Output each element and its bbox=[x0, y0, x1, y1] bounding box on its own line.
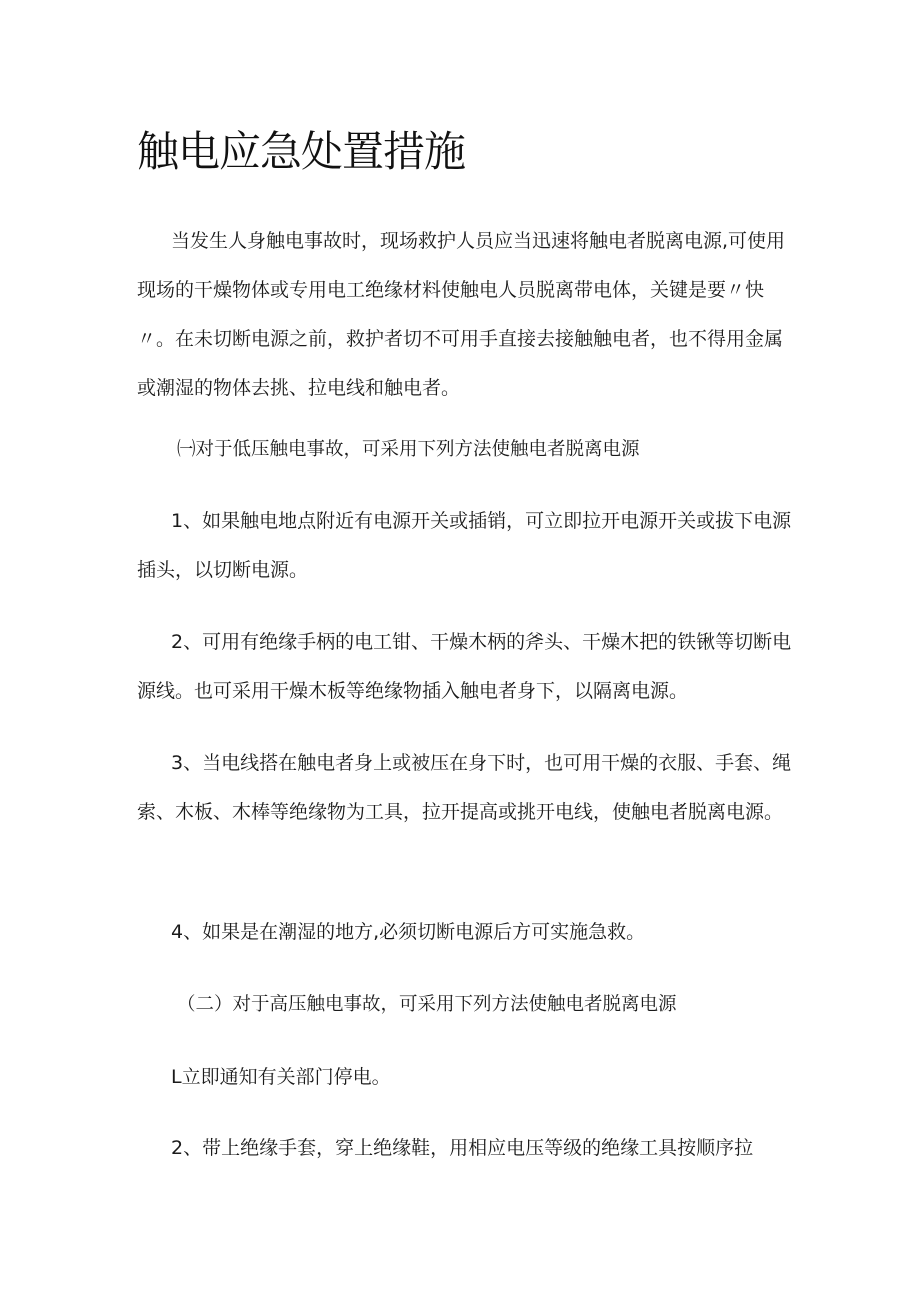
list-item-1: 1、如果触电地点附近有电源开关或插销，可立即拉开电源开关或拔下电源插头，以切断电源。 bbox=[137, 510, 792, 581]
section-heading-low-voltage: ㈠对于低压触电事故，可采用下列方法使触电者脱离电源 bbox=[177, 439, 640, 460]
list-item-3: 3、当电线搭在触电者身上或被压在身下时，也可用干燥的衣服、手套、绳索、木板、木棒等绝缘物为工具，拉开提高或挑开电线，使触电者脱离电源。 bbox=[137, 752, 792, 823]
page-title: 触电应急处置措施 bbox=[137, 127, 466, 176]
list-item-2-high-voltage: 2、带上绝缘手套，穿上绝缘鞋，用相应电压等级的绝缘工具按顺序拉 bbox=[171, 1137, 754, 1159]
list-item-l: L立即通知有关部门停电。 bbox=[171, 1066, 391, 1088]
list-item-2: 2、可用有绝缘手柄的电工钳、干燥木柄的斧头、干燥木把的铁锹等切断电源线。也可采用干燥木板等绝缘物插入触电者身下，以隔离电源。 bbox=[137, 631, 792, 702]
intro-paragraph: 当发生人身触电事故时，现场救护人员应当迅速将触电者脱离电源,可使用现场的干燥物体或专用电工绝缘材料使触电人员脱离带电体，关键是要〃快〃。在未切断电源之前，救护者切不可用手直接去接触触电者，也不得用金属或潮湿的物体去挑、拉电线和触电者。 bbox=[137, 230, 786, 399]
list-item-4: 4、如果是在潮湿的地方,必须切断电源后方可实施急救。 bbox=[171, 921, 646, 943]
section-heading-high-voltage: （二）对于高压触电事故，可采用下列方法使触电者脱离电源 bbox=[177, 994, 677, 1015]
